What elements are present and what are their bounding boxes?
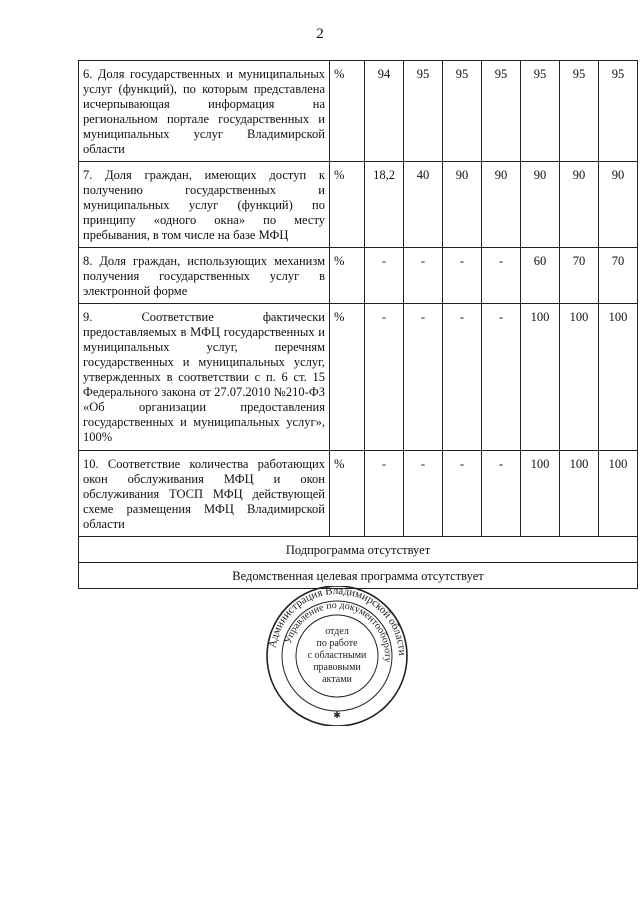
indicator-value: 18,2: [365, 162, 404, 248]
indicator-value: 95: [482, 61, 521, 162]
seal-inner-line: правовыми: [313, 662, 361, 673]
indicator-value: 95: [443, 61, 482, 162]
indicator-value: -: [443, 304, 482, 451]
indicator-value: 90: [482, 162, 521, 248]
indicator-value: -: [365, 248, 404, 304]
indicator-value: 100: [560, 451, 599, 537]
table-row: [79, 61, 638, 162]
indicator-value: -: [404, 248, 443, 304]
seal-inner-line: отдел: [325, 626, 349, 637]
indicator-unit: %: [330, 451, 365, 537]
table-row: [79, 248, 638, 304]
seal-inner-line: актами: [322, 674, 352, 685]
indicator-value: 95: [404, 61, 443, 162]
indicator-value: 100: [560, 304, 599, 451]
subprogram-note: Подпрограмма отсутствует: [79, 537, 638, 563]
indicator-value: 100: [599, 304, 638, 451]
indicator-value: -: [482, 451, 521, 537]
departmental-program-note: Ведомственная целевая программа отсутствует: [79, 563, 638, 589]
seal-ring-text: Управление по документообороту: [282, 599, 394, 663]
seal-inner-line: с областными: [307, 650, 367, 661]
table-row: [79, 162, 638, 248]
indicator-value: 100: [599, 451, 638, 537]
seal-star-icon: ✱: [333, 710, 341, 720]
indicator-value: 94: [365, 61, 404, 162]
indicator-description: 6. Доля государственных и муниципальных услуг (функций), по которым представлена исчерпывающая информация на региональном портале государственных и муниципальных услуг Владимирской области: [79, 61, 330, 162]
indicator-description: 10. Соответствие количества работающих окон обслуживания МФЦ и окон обслуживания ТОСП МФЦ действующей схеме размещения МФЦ Владимирской области: [79, 451, 330, 537]
indicator-value: 95: [599, 61, 638, 162]
indicator-unit: %: [330, 61, 365, 162]
indicator-value: 100: [521, 451, 560, 537]
indicator-value: 95: [521, 61, 560, 162]
indicator-value: 90: [560, 162, 599, 248]
indicator-unit: %: [330, 304, 365, 451]
official-seal-stamp: [263, 586, 411, 726]
indicator-value: 60: [521, 248, 560, 304]
table-row: [79, 451, 638, 537]
seal-inner-line: по работе: [316, 638, 358, 649]
indicator-value: 100: [521, 304, 560, 451]
indicator-description: 9. Соответствие фактически предоставляемых в МФЦ государственных и муниципальных услуг, перечням государственных и муниципальных услуг, утвержденных в соответствии с п. 6 ст. 15 Федерального закона от 27.07.2010 №210-ФЗ «Об организации предоставления государственных и муниципальных услуг», 100%: [79, 304, 330, 451]
indicator-value: 90: [521, 162, 560, 248]
page-number: 2: [316, 26, 324, 42]
indicator-value: -: [365, 451, 404, 537]
table-row: [79, 304, 638, 451]
indicator-unit: %: [330, 162, 365, 248]
indicator-description: 7. Доля граждан, имеющих доступ к получению государственных и муниципальных услуг (функций) по принципу «одного окна» по месту пребывания, в том числе на базе МФЦ: [79, 162, 330, 248]
indicator-description: 8. Доля граждан, использующих механизм получения государственных услуг в электронной форме: [79, 248, 330, 304]
indicator-value: -: [365, 304, 404, 451]
indicator-value: -: [443, 451, 482, 537]
indicator-value: -: [482, 304, 521, 451]
indicator-value: -: [443, 248, 482, 304]
indicator-unit: %: [330, 248, 365, 304]
indicator-value: 95: [560, 61, 599, 162]
indicator-value: -: [404, 304, 443, 451]
indicator-value: 90: [599, 162, 638, 248]
indicator-value: 70: [560, 248, 599, 304]
subprogram-row: [79, 537, 638, 563]
indicators-table: [78, 60, 638, 589]
indicator-value: -: [404, 451, 443, 537]
indicator-value: 90: [443, 162, 482, 248]
indicator-value: 70: [599, 248, 638, 304]
seal-outer-text: Администрация Владимирской области: [266, 586, 409, 656]
departmental-program-row: [79, 563, 638, 589]
indicator-value: 40: [404, 162, 443, 248]
indicator-value: -: [482, 248, 521, 304]
